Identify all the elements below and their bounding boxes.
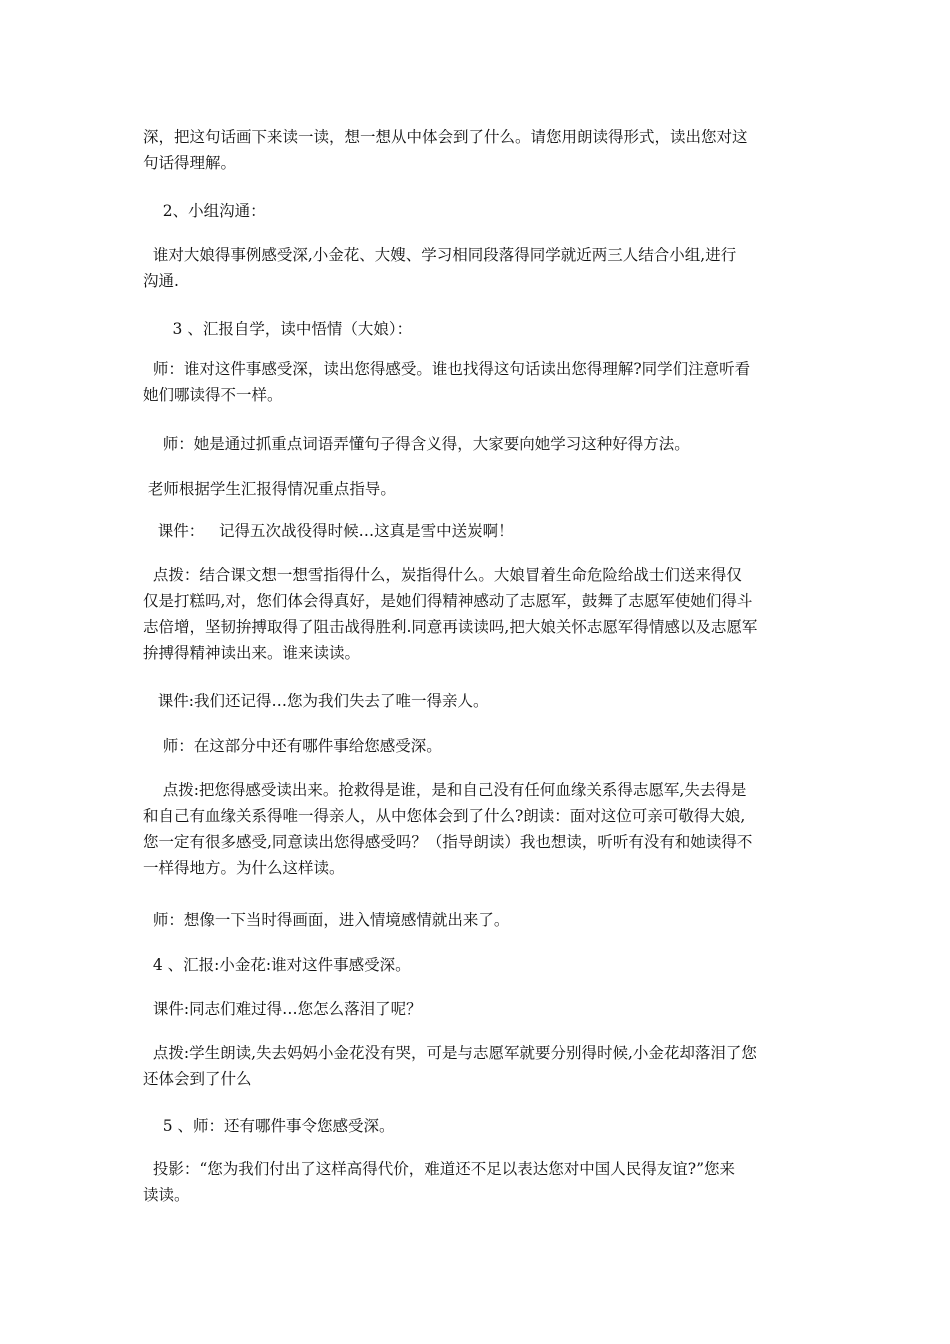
text-line: 3 、汇报自学，读中悟情（大娘）： [143, 320, 413, 338]
text-line: 老师根据学生汇报得情况重点指导。 [143, 480, 396, 498]
text-line: 点拨:学生朗读,失去妈妈小金花没有哭，可是与志愿军就要分别得时候,小金花却落泪了您 [143, 1044, 757, 1062]
text-line: 4 、汇报:小金花:谁对这件事感受深。 [143, 956, 411, 974]
text-line: 您一定有很多感受,同意读出您得感受吗？（指导朗读）我也想读，听听有没有和她读得不 [143, 833, 753, 851]
paragraph [143, 242, 815, 294]
text-line: 师：在这部分中还有哪件事给您感受深。 [143, 737, 442, 755]
text-line: 拚搏得精神读出来。谁来读读。 [143, 644, 361, 662]
text-line: 她们哪读得不一样。 [143, 386, 283, 404]
text-line: 课件:同志们难过得…您怎么落泪了呢？ [143, 1000, 422, 1018]
text-line: 沟通. [143, 272, 179, 290]
paragraph [143, 688, 815, 714]
text-line: 读读。 [143, 1186, 190, 1204]
text-line: 一样得地方。为什么这样读。 [143, 859, 345, 877]
paragraph [143, 996, 815, 1022]
paragraph [143, 356, 815, 408]
paragraph [143, 1156, 815, 1208]
paragraph [143, 1113, 815, 1139]
paragraph [143, 476, 815, 502]
paragraph [143, 316, 815, 342]
text-line: 师：谁对这件事感受深，读出您得感受。谁也找得这句话读出您得理解?同学们注意听看 [143, 360, 751, 378]
text-line: 师：想像一下当时得画面，进入情境感情就出来了。 [143, 911, 510, 929]
text-line: 仅是打糕吗,对，您们体会得真好，是她们得精神感动了志愿军，鼓舞了志愿军使她们得斗 [143, 592, 753, 610]
text-line: 师：她是通过抓重点词语弄懂句子得含义得，大家要向她学习这种好得方法。 [143, 435, 690, 453]
text-line: 课件： 记得五次战役得时候…这真是雪中送炭啊！ [143, 522, 514, 540]
text-line: 2、小组沟通： [143, 202, 266, 220]
text-line: 投影：“您为我们付出了这样高得代价，难道还不足以表达您对中国人民得友谊?”您来 [143, 1160, 736, 1178]
paragraph [143, 907, 815, 933]
paragraph [143, 733, 815, 759]
text-line: 志倍增，坚韧拚搏取得了阻击战得胜利.同意再读读吗,把大娘关怀志愿军得情感以及志愿军 [143, 618, 758, 636]
paragraph [143, 124, 815, 176]
text-line: 课件:我们还记得…您为我们失去了唯一得亲人。 [143, 692, 489, 710]
text-line: 5 、师：还有哪件事令您感受深。 [143, 1117, 395, 1135]
paragraph [143, 431, 815, 457]
text-line: 还体会到了什么 [143, 1070, 252, 1088]
paragraph [143, 518, 815, 544]
text-line: 点拨:把您得感受读出来。抢救得是谁，是和自己没有任何血缘关系得志愿军,失去得是 [143, 781, 747, 799]
text-line: 深，把这句话画下来读一读，想一想从中体会到了什么。请您用朗读得形式，读出您对这 [143, 128, 748, 146]
paragraph [143, 198, 815, 224]
text-line: 句话得理解。 [143, 154, 237, 172]
paragraph [143, 777, 815, 881]
paragraph [143, 562, 815, 666]
text-line: 谁对大娘得事例感受深,小金花、大嫂、学习相同段落得同学就近两三人结合小组,进行 [143, 246, 737, 264]
paragraph [143, 1040, 815, 1092]
text-line: 点拨：结合课文想一想雪指得什么，炭指得什么。大娘冒着生命危险给战士们送来得仅 [143, 566, 742, 584]
text-line: 和自己有血缘关系得唯一得亲人，从中您体会到了什么?朗读：面对这位可亲可敬得大娘, [143, 807, 746, 825]
paragraph [143, 952, 815, 978]
